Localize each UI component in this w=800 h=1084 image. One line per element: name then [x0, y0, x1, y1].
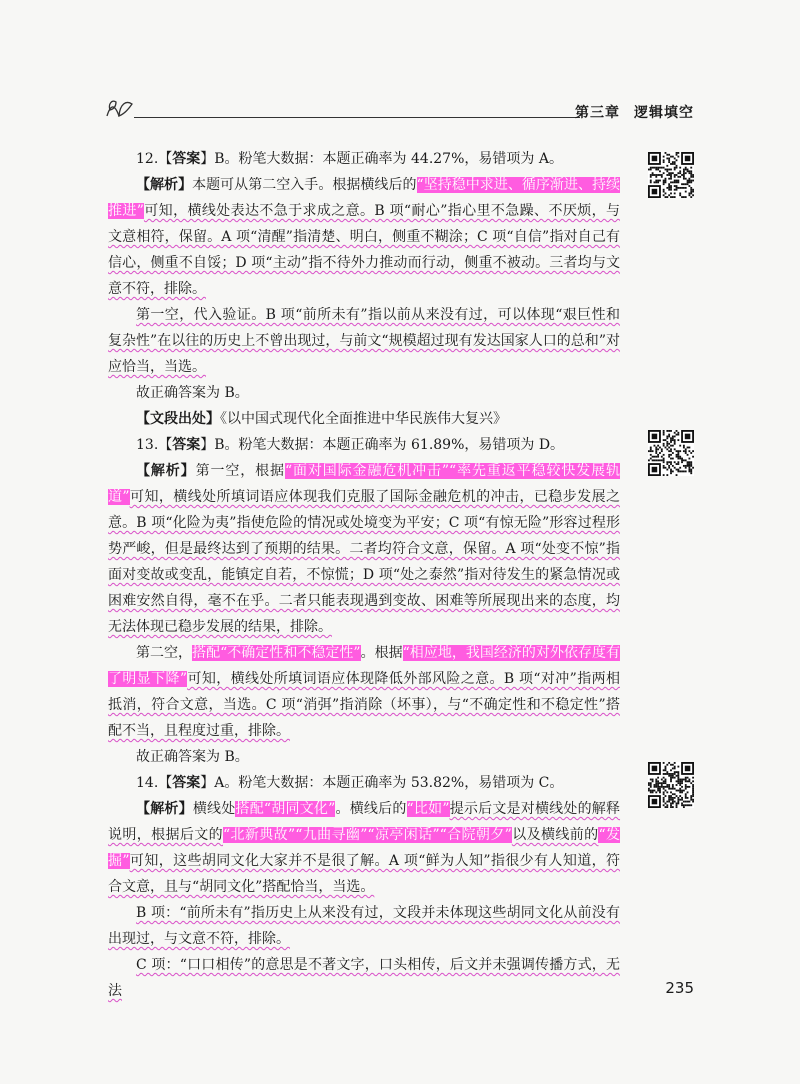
analysis-label: 【解析】	[136, 177, 193, 193]
highlight: “面对国际金融危机冲击”“率先重返平稳较快发展轨道”	[108, 463, 621, 505]
analysis-14-para-2: B 项：“前所未有”指历史上从来没有过，文段并未体现这些胡同文化从前没有出现过，与文意不符，排除。	[108, 905, 620, 947]
analysis-14-para-3: C 项：“口口相传”的意思是不著文字，口头相传，后文并未强调传播方式，无法	[108, 957, 620, 999]
highlight: “相应地，我国经济的对外依存度有了明显下降”	[108, 645, 620, 687]
answer-line-13: 13.【答案】B。粉笔大数据：本题正确率为 61.89%，易错项为 D。	[136, 437, 565, 453]
source-label: 【文段出处】	[136, 411, 220, 427]
header-rule	[134, 117, 580, 118]
highlight: 搭配“不确定性和不稳定性”	[192, 645, 361, 661]
qr-code-icon[interactable]	[648, 762, 694, 808]
source-title: 《以中国式现代化全面推进中华民族伟大复兴》	[220, 411, 507, 427]
analysis-13-para-1: 【解析】第一空，根据“面对国际金融危机冲击”“率先重返平稳较快发展轨道”可知，横线处所填词语应体现我们克服了国际金融危机的冲击，已稳步发展之意。B 项“化险为夷”指使危险的情况或处境变为平安；C 项“有惊无险”形容过程形势严峻，但是最终达到了预期的结果。二者均符合文意，保留。A 项“处变不惊”指面对变故或变乱，能镇定自若，不惊慌；D 项“处之泰然”指对待发生的紧急情况或困难安然自得，毫不在乎。二者只能表现遇到变故、困难等所展现出来的态度，均无法体现已稳步发展的结果，排除。	[108, 463, 621, 635]
highlight: “北新典故”“九曲寻幽”“凉亭闲话”“合院朝夕”	[223, 827, 512, 843]
qr-code-icon[interactable]	[648, 152, 694, 198]
highlight: “比如”	[406, 801, 450, 817]
page-header	[104, 96, 694, 124]
page-number: 235	[665, 979, 694, 997]
highlight: 搭配“胡同文化”	[235, 801, 336, 817]
analysis-13-para-2: 第二空，搭配“不确定性和不稳定性”。根据“相应地，我国经济的对外依存度有了明显下降”可知，横线处所填词语应体现降低外部风险之意。B 项“对冲”指两相抵消，符合文意，当选。C 项“消弭”指消除（坏事），与“不确定性和不稳定性”搭配不当，且程度过重，排除。	[108, 645, 620, 739]
chapter-title: 逻辑填空	[634, 105, 694, 121]
analysis-13-conclusion: 故正确答案为 B。	[136, 749, 249, 765]
analysis-label: 【解析】	[136, 801, 193, 817]
answer-line-14: 14.【答案】A。粉笔大数据：本题正确率为 53.82%，易错项为 C。	[136, 775, 564, 791]
page-body	[108, 146, 620, 1004]
source-line-12	[108, 406, 620, 432]
qr-code-icon[interactable]	[648, 430, 694, 476]
highlight: “坚持稳中求进、循序渐进、持续推进”	[108, 177, 620, 219]
analysis-12-conclusion: 故正确答案为 B。	[136, 385, 249, 401]
chapter-number: 第三章	[575, 105, 620, 121]
analysis-14-para-1: 【解析】横线处搭配“胡同文化”。横线后的“比如”提示后文是对横线处的解释说明，根据后文的“北新典故”“九曲寻幽”“凉亭闲话”“合院朝夕”以及横线前的“发掘”可知，这些胡同文化大家并不是很了解。A 项“鲜为人知”指很少有人知道，符合文意，且与“胡同文化”搭配恰当，当选。	[108, 801, 621, 895]
answer-line-12: 12.【答案】B。粉笔大数据：本题正确率为 44.27%，易错项为 A。	[136, 151, 563, 167]
analysis-12-para-2: 第一空，代入验证。B 项“前所未有”指以前从来没有过，可以体现“艰巨性和复杂性”在以往的历史上不曾出现过，与前文“规模超过现有发达国家人口的总和”对应恰当，当选。	[108, 307, 620, 375]
analysis-label: 【解析】	[136, 463, 196, 479]
leaf-icon	[104, 96, 134, 118]
analysis-12-para-1: 【解析】本题可从第二空入手。根据横线后的“坚持稳中求进、循序渐进、持续推进”可知，横线处表达不急于求成之意。B 项“耐心”指心里不急躁、不厌烦，与文意相符，保留。A 项“清醒”指清楚、明白，侧重不糊涂；C 项“自信”指对自己有信心，侧重不自馁；D 项“主动”指不待外力推动而行动，侧重不被动。三者均与文意不符，排除。	[108, 177, 620, 297]
chapter-heading	[575, 102, 694, 122]
highlight: “发掘”	[108, 827, 620, 869]
